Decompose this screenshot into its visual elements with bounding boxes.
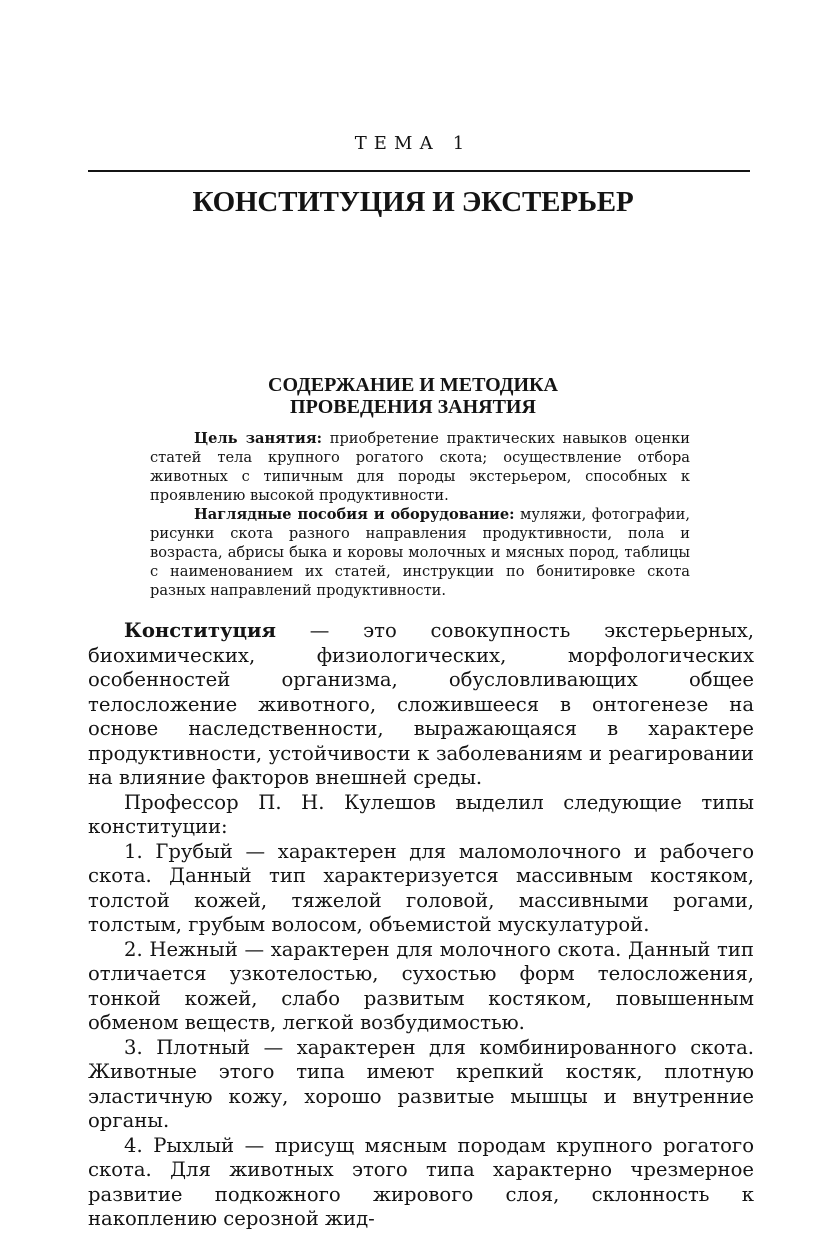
paragraph-type-delicate: 2. Нежный — характерен для молочного скота. Данный тип отличается узкотелостью, сухостью форм телосложения, тонкой кожей, слабо развитым костяком, повышенным обменом веществ, легкой возбудимостью. [88,937,754,1034]
lesson-info-block [150,429,690,600]
paragraph-type-loose: 4. Рыхлый — присущ мясным породам крупного рогатого скота. Для животных этого типа характерно чрезмерное развитие подкожного жирового слоя, склонность к накоплению серозной жид- [88,1133,754,1230]
lesson-aids-label: Наглядные пособия и оборудование: [194,506,515,523]
section-heading-line-2: ПРОВЕДЕНИЯ ЗАНЯТИЯ [290,396,536,418]
paragraph-type-coarse: 1. Грубый — характерен для маломолочного и рабочего скота. Данный тип характеризуется массивным костяком, толстой кожей, тяжелой головой, массивными рогами, толстым, грубым волосом, объемистой мускулатурой. [88,839,754,936]
lesson-goal [150,429,690,505]
topic-label: ТЕМА 1 [354,133,472,154]
paragraph-type-dense: 3. Плотный — характерен для комбинированного скота. Животные этого типа имеют крепкий костяк, плотную эластичную кожу, хорошо развитые мышцы и внутренние органы. [88,1035,754,1132]
paragraph-constitution [88,619,754,791]
paragraph-kuleshov: Профессор П. Н. Кулешов выделил следующие типы конституции: [88,790,754,838]
section-heading [0,374,826,418]
lesson-goal-text: приобретение практических навыков оценки статей тела крупного рогатого скота; осуществление отбора животных с типичным для породы экстерьером, способных к проявлению высокой продуктивности. [150,430,691,504]
constitution-definition: — это совокупность экстерьерных, биохимических, физиологических, морфологических особенностей организма, обусловливающих общее телосложение животного, сложившееся в онтогенезе на основе наследственности, выражающаяся в характере продуктивности, устойчивости к заболеваниям и реагировании на влияние факторов внешней среды. [88,619,754,789]
header-rule [88,170,750,172]
section-heading-line-1: СОДЕРЖАНИЕ И МЕТОДИКА [268,374,558,396]
lesson-goal-label: Цель занятия: [194,430,323,447]
body-text [88,619,754,1232]
lesson-aids [150,505,690,600]
term-constitution: Конституция [124,619,277,642]
chapter-title: КОНСТИТУЦИЯ И ЭКСТЕРЬЕР [192,186,634,218]
lesson-aids-text: муляжи, фотографии, рисунки скота разного направления продуктивности, пола и возраста, абрисы быка и коровы молочных и мясных пород, таблицы с наименованием их статей, инструкции по бонитировке скота разных направлений продуктивности. [150,506,690,599]
